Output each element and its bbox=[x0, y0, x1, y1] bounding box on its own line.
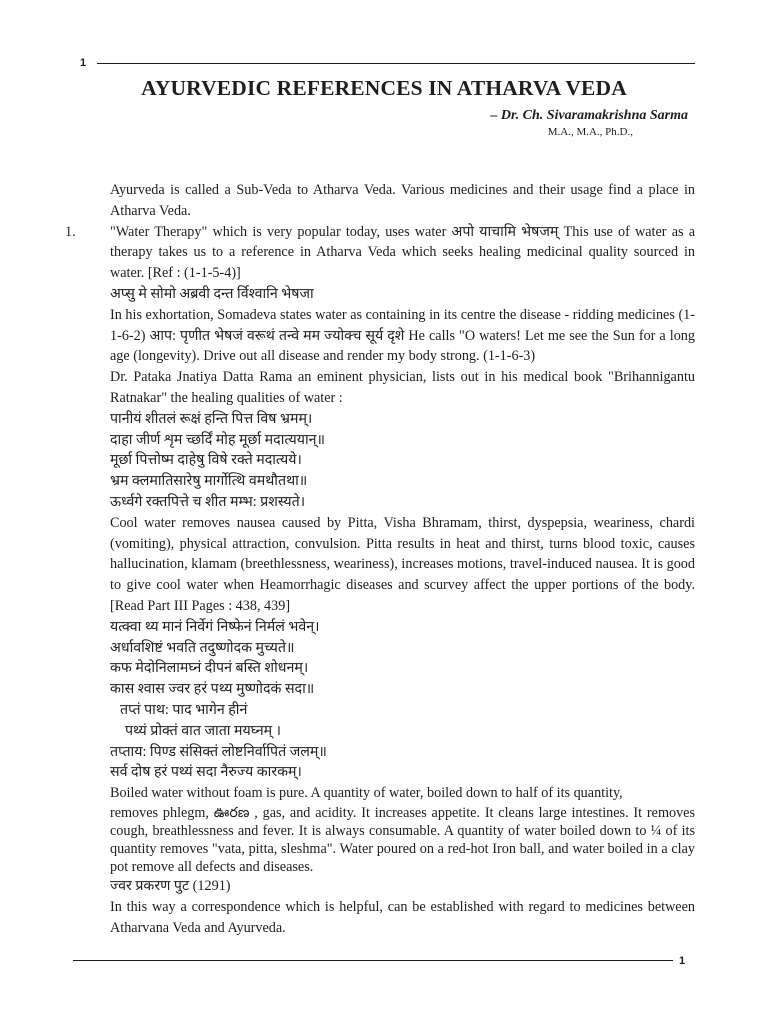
closing-paragraph: In this way a correspondence which is helpful, can be established with regard to medicines between Atharvana Veda and Ayurveda. bbox=[110, 898, 695, 936]
intro-paragraph: Ayurveda is called a Sub-Veda to Atharva Veda. Various medicines and their usage find a place in Atharva Veda. bbox=[110, 182, 695, 219]
verse-line: कफ मेदोनिलामघ्नं दीपनं बस्ति शोधनम्। bbox=[110, 660, 309, 677]
verse-line: अर्धावशिष्टं भवति तदुष्णोदक मुच्यते॥ bbox=[110, 639, 295, 656]
boiled-water-paragraph-line-1: Boiled water without foam is pure. A quantity of water, boiled down to half of its quantity, bbox=[110, 785, 623, 802]
header-page-number: 1 bbox=[80, 57, 87, 69]
footer-page-number: 1 bbox=[679, 955, 686, 967]
somadeva-paragraph: In his exhortation, Somadeva states water as containing in its centre the disease - ridding medicines (1-1-6-2) आप: पृणीत भेषजं वरूथं तन्वे मम ज्योक्च सूर्य दृशे He calls "O waters! Let me see the Sun for a long age (longevity). Drive out all disease and render my body strong. (1-1-6-3) bbox=[110, 306, 695, 365]
sanskrit-quote: अप्सु मे सोमो अब्रवी दन्त र्विश्वानि भेषजा bbox=[110, 285, 314, 302]
sanskrit-reference: ज्वर प्रकरण पुट (1291) bbox=[110, 877, 231, 894]
verse-line: तप्ताय: पिण्ड संसिक्तं लोष्टनिर्वापितं जलम्॥ bbox=[110, 743, 327, 760]
sanskrit-verse-block-2 bbox=[110, 617, 695, 783]
footer-rule bbox=[73, 960, 673, 961]
verse-line: पानीयं शीतलं रूक्षं हन्ति पित्त विष भ्रमम्। bbox=[110, 410, 313, 427]
water-therapy-paragraph: "Water Therapy" which is very popular today, uses water अपो याचामि भेषजम् This use of water as a therapy takes us to a reference in Atharva Veda which seeks healing medicinal quality sourced in water. [Ref : (1-1-5-4)] bbox=[110, 223, 695, 282]
boiled-water-paragraph bbox=[110, 804, 695, 876]
author-name: – Dr. Ch. Sivaramakrishna Sarma bbox=[490, 108, 688, 123]
header-rule bbox=[97, 63, 695, 64]
cool-water-paragraph: Cool water removes nausea caused by Pitta, Visha Bhramam, thirst, dyspepsia, weariness, chardi (vomiting), physical attraction, convulsion. Pitta results in heat and thirst, turns blood toxic, causes hallucination, klamam (breethlessness, weariness), increases motions, travel-induced nausea. It is good to give cool water when Heamorrhagic diseases and scurvey affect the upper portions of the body. [Read Part III Pages : 438, 439] bbox=[110, 514, 695, 614]
verse-line: ऊर्ध्वगे रक्तपित्ते च शीत मम्भ: प्रशस्यते। bbox=[110, 493, 306, 510]
document-body bbox=[65, 180, 695, 938]
author-degrees: M.A., M.A., Ph.D., bbox=[547, 126, 633, 138]
verse-line: सर्व दोष हरं पथ्यं सदा नैरुज्य कारकम्। bbox=[110, 764, 302, 781]
boiled-water-text-b: , gas, and acidity. It increases appetite. It cleans large intestines. It removes cough, breathlessness and fever. It is always consumable. A quantity of water boiled down to ¼ of its quantity removes "vata, pitta, sleshma". Water poured on a red-hot Iron ball, and water boiled in a clay pot remove all defects and diseases. bbox=[110, 804, 695, 875]
verse-line: यत्क्वा थ्य मानं निर्वेगं निष्फेनं निर्मलं भवेन्। bbox=[110, 618, 320, 635]
boiled-water-text-a: removes phlegm, bbox=[110, 804, 214, 821]
verse-line: दाहा जीर्ण शृम च्छर्दिं मोह मूर्छा मदात्ययान्॥ bbox=[110, 431, 325, 448]
document-title: AYURVEDIC REFERENCES IN ATHARVA VEDA bbox=[141, 76, 627, 100]
telugu-word: ఊరణ bbox=[213, 804, 250, 821]
list-item-1 bbox=[65, 222, 695, 284]
verse-line: मूर्छा पित्तोष्म दाहेषु विषे रक्ते मदात्यये। bbox=[110, 452, 302, 469]
list-item-marker: 1. bbox=[65, 223, 76, 240]
pataka-paragraph: Dr. Pataka Jnatiya Datta Rama an eminent physician, lists out in his medical book "Brihannigantu Ratnakar" the healing qualities of water : bbox=[110, 369, 695, 406]
verse-line: कास श्वास ज्वर हरं पथ्य मुष्णोदकं सदा॥ bbox=[110, 681, 315, 698]
verse-line: पथ्यं प्रोक्तं वात जाता मयघ्नम् । bbox=[125, 722, 281, 739]
verse-line: तप्तं पाथ: पाद भागेन हीनं bbox=[120, 701, 248, 718]
sanskrit-verse-block-1 bbox=[110, 409, 695, 513]
verse-line: भ्रम क्लमातिसारेषु मार्गोत्थि वमथौतथा॥ bbox=[110, 473, 308, 490]
